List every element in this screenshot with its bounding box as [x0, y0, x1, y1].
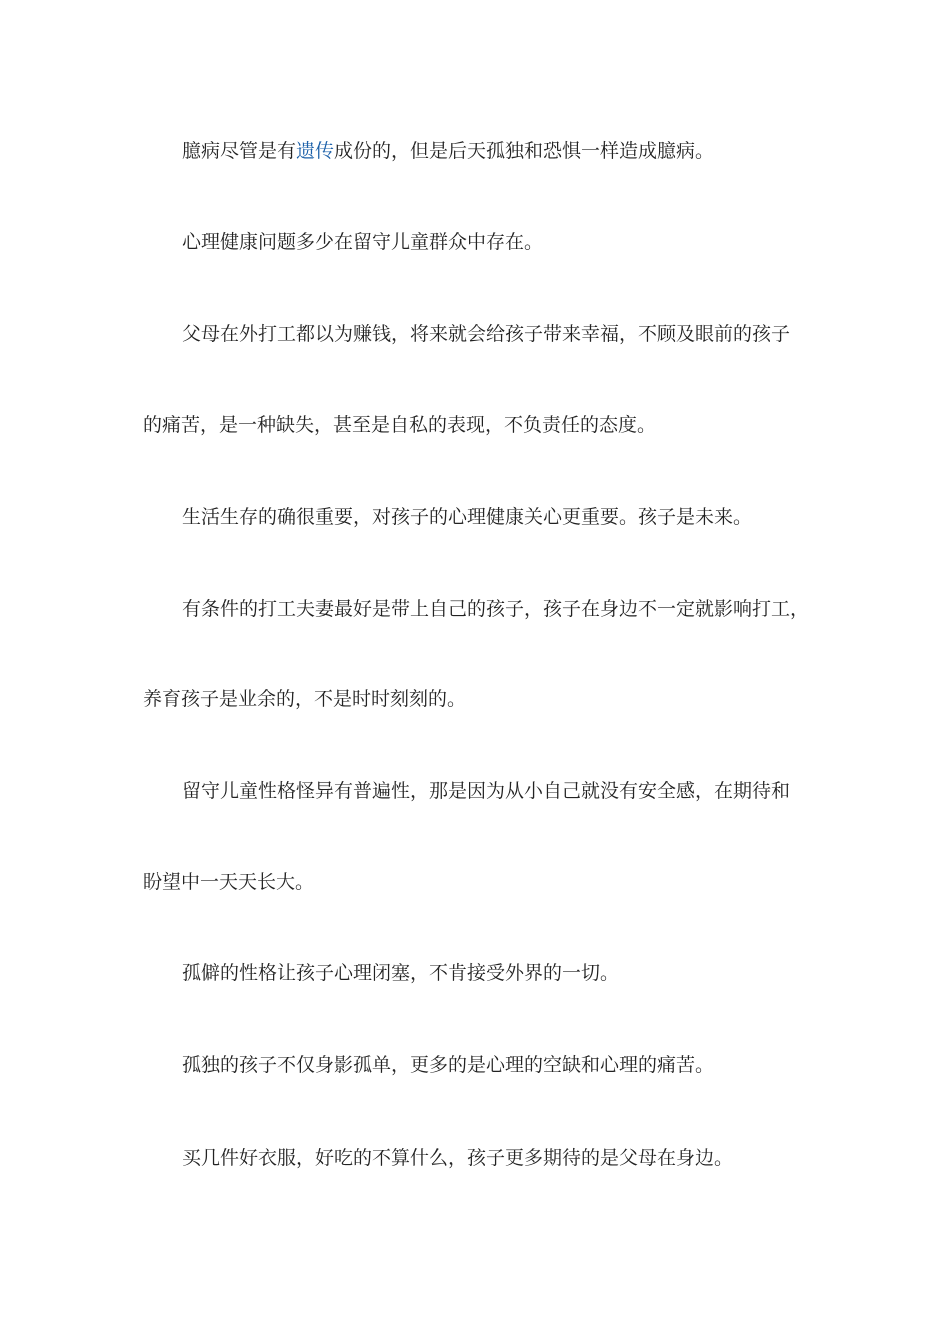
- paragraph-line-9: 买几件好衣服，好吃的不算什么，孩子更多期待的是父母在身边。: [182, 1147, 734, 1169]
- paragraph-line-3: 父母在外打工都以为赚钱，将来就会给孩子带来幸福，不顾及眼前的孩子: [182, 323, 791, 345]
- paragraph-line-3-continuation: 的痛苦，是一种缺失，甚至是自私的表现，不负责任的态度。: [143, 414, 657, 436]
- paragraph-line-6-continuation: 盼望中一天天长大。: [143, 871, 315, 893]
- paragraph-line-1: [0, 139, 950, 163]
- line-1-text-before-link: 臆病尽管是有: [182, 140, 297, 162]
- paragraph-line-8: 孤独的孩子不仅身影孤单，更多的是心理的空缺和心理的痛苦。: [182, 1054, 715, 1076]
- paragraph-line-6: 留守儿童性格怪异有普遍性，那是因为从小自己就没有安全感，在期待和: [182, 780, 791, 802]
- link-yichuan[interactable]: 遗传: [296, 140, 335, 162]
- paragraph-line-7: 孤僻的性格让孩子心理闭塞，不肯接受外界的一切。: [182, 962, 620, 984]
- paragraph-line-5: 有条件的打工夫妻最好是带上自己的孩子，孩子在身边不一定就影响打工，: [182, 598, 810, 620]
- paragraph-line-4: 生活生存的确很重要，对孩子的心理健康关心更重要。孩子是未来。: [182, 506, 753, 528]
- paragraph-line-5-continuation: 养育孩子是业余的，不是时时刻刻的。: [143, 688, 467, 710]
- paragraph-line-2: 心理健康问题多少在留守儿童群众中存在。: [182, 231, 544, 253]
- line-1-text-after-link: 成份的，但是后天孤独和恐惧一样造成臆病。: [334, 140, 715, 162]
